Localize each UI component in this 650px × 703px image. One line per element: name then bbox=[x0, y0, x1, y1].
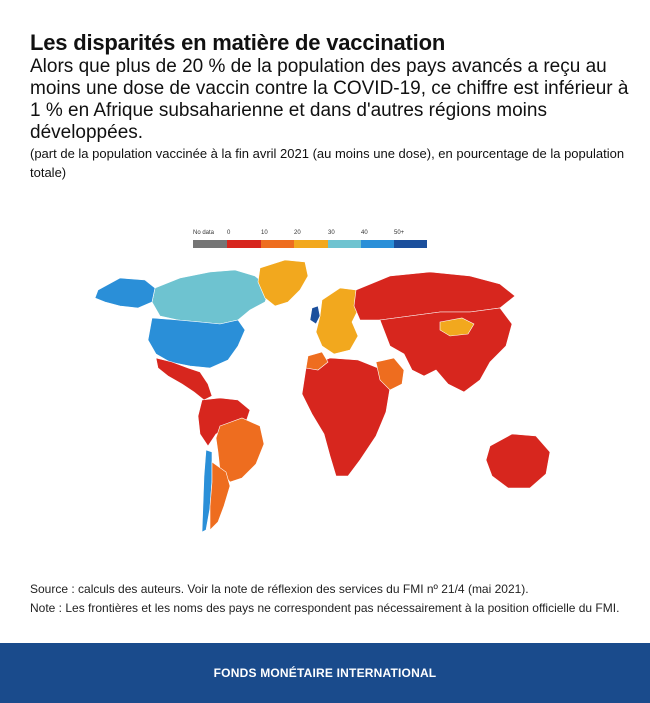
source-text: Source : calculs des auteurs. Voir la note de réflexion des services du FMI nº 21/4 (mai 2021). bbox=[30, 582, 529, 596]
chart-title: Les disparités en matière de vaccination bbox=[30, 30, 446, 55]
legend-label-0: 0 bbox=[227, 230, 231, 236]
color-legend bbox=[193, 230, 427, 248]
legend-label-20: 20 bbox=[294, 230, 301, 236]
world-vaccination-map bbox=[60, 250, 610, 545]
legend-label-10: 10 bbox=[261, 230, 268, 236]
region-australia bbox=[486, 434, 550, 488]
legend-swatch-40 bbox=[361, 240, 394, 248]
region-europe bbox=[316, 288, 360, 354]
legend-label-30: 30 bbox=[328, 230, 335, 236]
legend-swatch-20 bbox=[294, 240, 328, 248]
legend-swatch-50plus bbox=[394, 240, 427, 248]
chart-units-note: (part de la population vaccinée à la fin avril 2021 (au moins une dose), en pourcentage de la population totale) bbox=[30, 146, 625, 180]
legend-label-nodata: No data bbox=[193, 230, 215, 236]
region-canada bbox=[152, 270, 270, 324]
source-note bbox=[30, 580, 630, 618]
chart-subtitle: Alors que plus de 20 % de la population des pays avancés a reçu au moins une dose de vaccin contre la COVID-19, ce chiffre est inférieur à 1 % en Afrique subsaharienne et dans d'autres régions moins développées. bbox=[30, 56, 629, 143]
region-africa bbox=[302, 358, 390, 476]
legend-label-40: 40 bbox=[361, 230, 368, 236]
legend-swatch-10 bbox=[261, 240, 294, 248]
footer-org-name: FONDS MONÉTAIRE INTERNATIONAL bbox=[213, 666, 437, 680]
legend-label-50plus: 50+ bbox=[394, 230, 405, 236]
legend-swatch-30 bbox=[328, 240, 361, 248]
region-alaska bbox=[95, 278, 155, 308]
legend-swatch-nodata bbox=[193, 240, 227, 248]
footer-bar bbox=[0, 643, 650, 703]
disclaimer-text: Note : Les frontières et les noms des pays ne correspondent pas nécessairement à la position officielle du FMI. bbox=[30, 601, 620, 615]
legend-swatch-0 bbox=[227, 240, 261, 248]
